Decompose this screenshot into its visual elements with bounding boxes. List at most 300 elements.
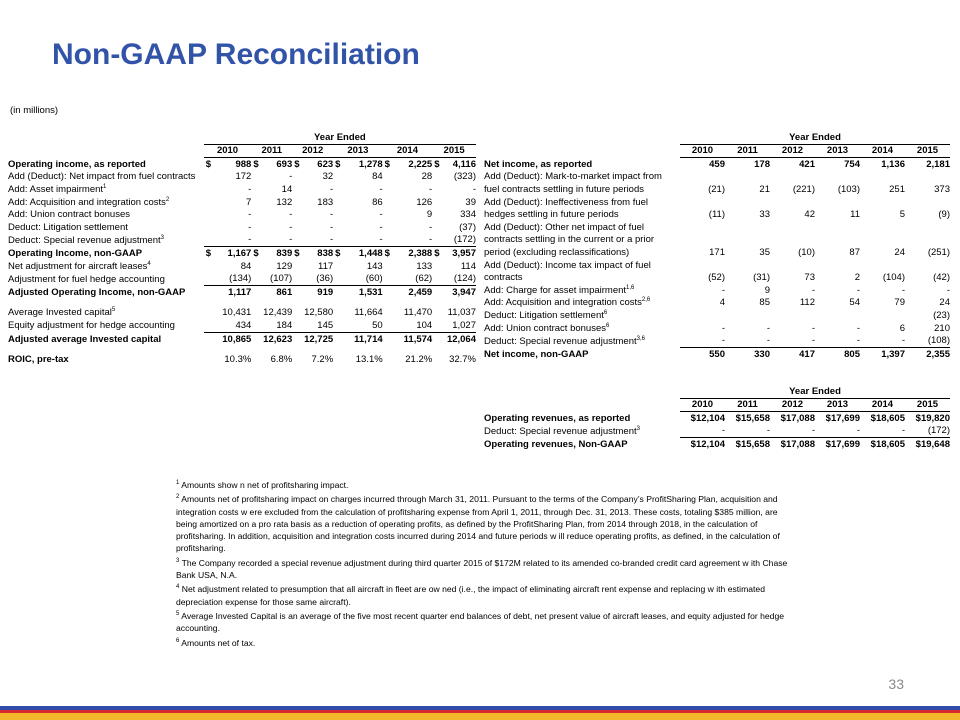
value-cell: - <box>860 425 905 438</box>
row-label-text: contracts settling in the current or a prior <box>484 234 655 246</box>
year-header: 2012 <box>770 398 815 412</box>
year-header: 2013 <box>333 144 383 158</box>
row-label-text: Add: Union contract bonuses <box>8 209 130 221</box>
currency-symbol <box>292 319 304 332</box>
currency-symbol <box>383 307 395 320</box>
value-cell: 434 <box>216 319 252 332</box>
table-row <box>8 158 476 171</box>
year-header: 2010 <box>680 398 725 412</box>
group-header-row <box>484 385 950 398</box>
value-cell <box>860 196 905 209</box>
group-header-row <box>8 131 476 144</box>
value-cell: - <box>856 322 860 334</box>
footnote <box>176 493 796 554</box>
currency-symbol <box>383 221 395 234</box>
value-cell: (11) <box>708 209 725 221</box>
table-row <box>8 183 476 196</box>
value-cell: (21) <box>708 183 725 195</box>
value-cell <box>815 259 860 272</box>
value-cell: 6 <box>899 322 905 334</box>
value-cell: - <box>345 234 383 247</box>
value-cell: 12,064 <box>446 333 476 345</box>
row-label-text: Add: Asset impairment <box>8 183 104 195</box>
value-cell: (37) <box>459 221 476 233</box>
table-row <box>484 284 950 297</box>
currency-symbol <box>383 319 395 332</box>
value-cell: 754 <box>844 158 860 170</box>
row-label-text: Add: Charge for asset impairment <box>484 284 627 296</box>
row-label <box>8 247 204 260</box>
row-label <box>484 272 680 285</box>
currency-symbol <box>292 354 304 367</box>
row-label-text: Adjustment for fuel hedge accounting <box>8 273 165 285</box>
row-label-text: Operating Income, non-GAAP <box>8 247 143 259</box>
footnote-ref: 3,6 <box>636 335 645 342</box>
currency-symbol <box>251 260 263 273</box>
year-ended-header: Year Ended <box>680 131 950 144</box>
value-cell: - <box>379 209 383 221</box>
value-cell: 421 <box>799 158 815 170</box>
value-cell: 919 <box>317 286 334 298</box>
year-header: 2014 <box>860 144 905 158</box>
currency-symbol <box>333 183 345 196</box>
currency-symbol <box>251 221 263 234</box>
value-cell: - <box>248 209 252 221</box>
value-cell: 2,355 <box>926 348 950 360</box>
year-header: 2010 <box>680 144 725 158</box>
year-header: 2011 <box>251 144 292 158</box>
footnote-text: Amounts net of tax. <box>181 637 256 648</box>
value-cell: $17,699 <box>825 438 860 450</box>
currency-symbol: $ <box>335 158 341 170</box>
value-cell: 87 <box>849 246 860 258</box>
table-row <box>484 335 950 348</box>
currency-symbol <box>204 221 216 234</box>
value-cell <box>905 196 950 209</box>
row-label <box>484 209 680 222</box>
currency-symbol <box>292 273 304 286</box>
value-cell: - <box>289 171 293 183</box>
value-cell: 1,397 <box>881 348 905 360</box>
currency-symbol <box>292 183 304 196</box>
currency-symbol <box>251 354 263 367</box>
value-cell <box>680 234 725 247</box>
currency-symbol <box>292 221 304 234</box>
currency-symbol: $ <box>384 247 390 259</box>
currency-symbol <box>251 183 263 196</box>
value-cell: - <box>856 284 860 296</box>
currency-symbol <box>251 307 263 320</box>
footnote-ref: 2,6 <box>641 297 651 304</box>
value-cell: - <box>946 284 950 296</box>
value-cell <box>725 171 770 184</box>
currency-symbol <box>383 183 395 196</box>
value-cell <box>770 221 815 234</box>
currency-symbol <box>251 286 263 299</box>
currency-symbol <box>292 286 304 299</box>
value-cell <box>905 171 950 184</box>
value-cell: 805 <box>844 348 860 360</box>
value-cell: 4 <box>719 297 725 309</box>
value-cell: 73 <box>804 272 815 284</box>
value-cell: 86 <box>372 196 383 208</box>
footnote-text: The Company recorded a special revenue adjustment during third quarter 2015 of $172M related to its amended co-branded credit card agreement w ith Chase Bank USA, N.A. <box>176 557 788 581</box>
row-label <box>484 234 680 247</box>
currency-symbol <box>251 332 263 345</box>
footnote-text: Amounts show n net of profitsharing impact. <box>181 480 349 490</box>
value-cell: 143 <box>366 260 383 272</box>
row-label <box>484 246 680 259</box>
row-label <box>484 259 680 272</box>
footnote <box>176 610 796 635</box>
spacer-row <box>8 299 476 307</box>
currency-symbol <box>383 171 395 184</box>
value-cell: (323) <box>453 171 476 183</box>
page-number: 33 <box>888 676 904 692</box>
value-cell: - <box>901 284 905 296</box>
value-cell: 9 <box>426 209 433 221</box>
value-cell: (221) <box>792 183 815 195</box>
value-cell: (23) <box>933 309 950 321</box>
operating-income-table <box>8 131 476 366</box>
footnote <box>176 583 796 608</box>
currency-symbol: $ <box>294 158 300 170</box>
footnote-ref: 1 <box>103 183 107 190</box>
currency-symbol <box>204 196 216 209</box>
footnote-ref: 1,6 <box>626 284 635 291</box>
currency-symbol: $ <box>434 158 440 170</box>
footnote-number: 5 <box>176 610 180 617</box>
currency-symbol <box>251 209 263 222</box>
spacer-row <box>8 346 476 354</box>
value-cell: 126 <box>416 196 433 208</box>
currency-symbol <box>333 234 345 247</box>
year-ended-header: Year Ended <box>204 131 476 144</box>
table-row <box>8 273 476 286</box>
value-cell: 11,714 <box>354 333 383 345</box>
value-cell: 861 <box>276 286 293 298</box>
year-header: 2011 <box>725 144 770 158</box>
value-cell: 623 <box>317 158 334 170</box>
currency-symbol <box>383 209 395 222</box>
row-label <box>484 196 680 209</box>
value-cell: $19,648 <box>915 438 950 450</box>
value-cell <box>725 221 770 234</box>
footnote-number: 2 <box>176 494 180 501</box>
currency-symbol <box>383 286 395 299</box>
currency-symbol <box>204 332 216 345</box>
value-cell: 13.1% <box>355 354 383 366</box>
row-label <box>8 234 204 247</box>
currency-symbol: $ <box>253 247 259 259</box>
row-label-text: Deduct: Special revenue adjustment <box>8 234 161 246</box>
row-label-text: Net adjustment for aircraft leases <box>8 260 148 272</box>
value-cell: (42) <box>933 272 950 284</box>
footnote-text: Net adjustment related to presumption that all aircraft in fleet are ow ned (i.e., the impact of eliminating aircraft rent expense and replacing w ith estimated depreciation expense for those same aircraft). <box>176 584 765 607</box>
row-label <box>484 348 680 361</box>
value-cell <box>680 259 725 272</box>
footnotes <box>176 479 796 651</box>
value-cell: - <box>379 183 383 195</box>
row-label <box>484 335 680 348</box>
row-label-text: Add: Acquisition and integration costs <box>484 297 642 309</box>
currency-symbol <box>204 234 216 247</box>
value-cell <box>860 221 905 234</box>
page-title: Non-GAAP Reconciliation <box>52 38 420 71</box>
row-label <box>8 273 204 286</box>
row-label-text: Add (Deduct): Income tax impact of fuel <box>484 259 651 271</box>
row-label <box>8 319 204 332</box>
year-header: 2014 <box>860 398 905 412</box>
currency-symbol <box>432 273 444 286</box>
row-label-text: period (excluding reclassifications) <box>484 246 630 258</box>
footnote <box>176 557 796 582</box>
value-cell: 33 <box>759 209 770 221</box>
row-label <box>8 332 204 345</box>
table-row <box>484 183 950 196</box>
table-row <box>484 259 950 272</box>
currency-symbol <box>383 332 395 345</box>
year-header: 2011 <box>725 398 770 412</box>
value-cell <box>905 234 950 247</box>
row-label <box>484 171 680 184</box>
value-cell: $15,658 <box>735 438 770 450</box>
value-cell: - <box>379 221 383 233</box>
value-cell: (107) <box>263 273 292 286</box>
value-cell: 1,117 <box>228 286 252 298</box>
value-cell <box>725 259 770 272</box>
row-label-text: Add: Acquisition and integration costs <box>8 196 166 208</box>
currency-symbol <box>432 319 444 332</box>
footnote-ref: 4 <box>147 260 151 267</box>
value-cell: 251 <box>889 183 905 195</box>
operating-revenues-table <box>484 385 950 451</box>
table-row <box>8 319 476 332</box>
currency-symbol: $ <box>294 247 300 259</box>
row-label-text: Add (Deduct): Ineffectiveness from fuel <box>484 196 649 208</box>
currency-symbol <box>204 171 216 184</box>
value-cell: 12,439 <box>263 307 293 319</box>
value-cell: (108) <box>905 335 950 348</box>
currency-symbol <box>333 260 345 273</box>
footnote-ref: 3 <box>636 425 640 432</box>
value-cell: 11 <box>850 209 860 221</box>
currency-symbol <box>251 234 263 247</box>
currency-symbol <box>292 209 304 222</box>
value-cell: 84 <box>240 260 252 272</box>
value-cell: 114 <box>460 260 476 272</box>
value-cell: 10,431 <box>222 307 252 319</box>
value-cell: 50 <box>345 319 383 332</box>
table-row <box>8 234 476 247</box>
table-row <box>484 272 950 285</box>
value-cell: 7 <box>246 196 252 208</box>
value-cell: 2,225 <box>408 158 433 170</box>
currency-symbol: $ <box>434 247 440 259</box>
footnote-number: 6 <box>176 637 180 644</box>
value-cell: - <box>721 284 725 296</box>
currency-symbol <box>204 286 216 299</box>
year-header: 2012 <box>770 144 815 158</box>
footnote-ref: 5 <box>111 307 116 314</box>
footnote-ref: 6 <box>603 309 608 316</box>
currency-symbol <box>383 260 395 273</box>
value-cell: 550 <box>709 348 725 360</box>
footnote <box>176 637 796 649</box>
currency-symbol <box>432 234 444 247</box>
table-row <box>484 309 950 322</box>
value-cell: 10.3% <box>224 354 252 366</box>
row-label-text: Operating revenues, Non-GAAP <box>484 438 628 450</box>
table-row <box>484 209 950 222</box>
value-cell: - <box>429 221 433 233</box>
row-label-text: Deduct: Litigation settlement <box>484 309 604 321</box>
table-row <box>484 322 950 335</box>
currency-symbol <box>204 209 216 222</box>
value-cell: $18,605 <box>870 438 905 450</box>
value-cell: 693 <box>276 158 293 170</box>
currency-symbol <box>292 307 304 320</box>
value-cell: (103) <box>837 183 860 195</box>
row-label <box>484 284 680 297</box>
row-label-text: fuel contracts settling in future periods <box>484 183 645 195</box>
currency-symbol <box>204 354 216 367</box>
row-label <box>484 425 680 438</box>
value-cell: 3,957 <box>452 247 476 259</box>
row-label <box>484 158 680 171</box>
row-label-text: Adjusted Operating Income, non-GAAP <box>8 286 186 298</box>
footnote-number: 1 <box>176 480 180 486</box>
table-row <box>484 297 950 310</box>
value-cell <box>770 309 815 322</box>
value-cell: - <box>329 209 334 221</box>
currency-symbol <box>333 171 345 184</box>
row-label-text: Operating income, as reported <box>8 158 146 170</box>
value-cell <box>860 234 905 247</box>
value-cell: 11,470 <box>403 307 433 319</box>
value-cell: 145 <box>304 319 333 332</box>
row-label <box>8 158 204 171</box>
currency-symbol <box>292 196 304 209</box>
value-cell: $15,658 <box>735 412 770 424</box>
value-cell <box>725 234 770 247</box>
value-cell: $12,104 <box>690 412 725 424</box>
value-cell: 1,448 <box>358 247 383 259</box>
value-cell: 417 <box>799 348 815 360</box>
row-label-text: Add: Union contract bonuses <box>484 322 606 334</box>
value-cell: 1,531 <box>358 286 383 298</box>
table-row <box>484 348 950 361</box>
currency-symbol <box>333 221 345 234</box>
table-row <box>8 221 476 234</box>
currency-symbol: $ <box>384 158 390 170</box>
row-label-text: Deduct: Special revenue adjustment <box>484 335 637 347</box>
value-cell: (172) <box>444 234 476 247</box>
value-cell: - <box>811 322 815 334</box>
value-cell: 28 <box>421 171 433 183</box>
currency-symbol <box>204 273 216 286</box>
value-cell: (172) <box>905 425 950 438</box>
value-cell: $18,605 <box>870 412 905 424</box>
year-header: 2015 <box>905 398 950 412</box>
value-cell: $17,699 <box>825 412 860 424</box>
value-cell: 210 <box>934 322 950 334</box>
value-cell <box>770 259 815 272</box>
value-cell <box>725 309 770 322</box>
value-cell: 4,116 <box>452 158 476 170</box>
value-cell: - <box>680 425 725 438</box>
value-cell: 21 <box>759 183 770 195</box>
value-cell: - <box>725 425 770 438</box>
value-cell: - <box>248 183 252 195</box>
row-label-text: Operating revenues, as reported <box>484 412 631 424</box>
currency-symbol <box>432 209 444 222</box>
table-row <box>8 332 476 345</box>
footnote <box>176 479 796 491</box>
footnote-ref: 2 <box>165 196 170 203</box>
row-label-text: Average Invested capital <box>8 307 112 319</box>
value-cell: 14 <box>281 183 293 195</box>
row-label <box>484 412 680 425</box>
currency-symbol <box>333 196 345 209</box>
row-label <box>484 297 680 310</box>
value-cell <box>680 309 725 322</box>
value-cell: 334 <box>460 209 476 221</box>
value-cell: $17,088 <box>780 412 815 424</box>
currency-symbol <box>432 183 444 196</box>
value-cell: - <box>248 221 252 233</box>
row-label-text: ROIC, pre-tax <box>8 354 69 366</box>
value-cell: - <box>329 221 334 233</box>
value-cell: 183 <box>317 196 334 208</box>
currency-symbol <box>204 307 216 320</box>
table-row <box>8 196 476 209</box>
value-cell: 7.2% <box>311 354 334 366</box>
table-row <box>8 247 476 260</box>
year-header-row <box>484 144 950 158</box>
currency-symbol <box>333 332 345 345</box>
value-cell <box>815 171 860 184</box>
value-cell: 24 <box>894 246 905 258</box>
value-cell: 12,580 <box>304 307 334 319</box>
currency-symbol <box>432 354 444 367</box>
value-cell: 6.8% <box>270 354 293 366</box>
currency-symbol <box>383 354 395 367</box>
value-cell: - <box>770 425 815 438</box>
value-cell: 32.7% <box>449 354 476 366</box>
value-cell: 35 <box>759 246 770 258</box>
value-cell: - <box>329 183 334 195</box>
value-cell: - <box>815 425 860 438</box>
row-label-text: Adjusted average Invested capital <box>8 333 162 345</box>
table-row <box>484 196 950 209</box>
value-cell: 42 <box>804 209 815 221</box>
currency-symbol <box>432 332 444 345</box>
table-row <box>484 171 950 184</box>
currency-symbol <box>204 260 216 273</box>
row-label-text: Deduct: Special revenue adjustment <box>484 425 637 437</box>
value-cell: 1,136 <box>881 158 905 170</box>
year-header: 2012 <box>292 144 333 158</box>
value-cell: $17,088 <box>780 438 815 450</box>
footnote-text: Amounts net of profitsharing impact on charges incurred through March 31, 2011. Pursuant to the terms of the Company’s ProfitSharing Plan, acquisition and integration costs w ere excluded from the calculation of profitsharing expense from April 1, 2011, through Dec. 31, 2013. These costs, totaling $385 million, are being amortized on a pro rata basis as a reduction of operating profits, as defined by the ProfitSharing Plan, from 2014 through 2018, in the calculation of profitsharing. In addition, acquisition and integration costs incurred during 2014 and future periods w ill reduce operating profits, as defined, in the calculation of profitsharing. <box>176 494 780 554</box>
footnote-ref: 6 <box>606 322 610 329</box>
row-label <box>8 354 204 367</box>
row-label-text: Add (Deduct): Mark-to-market impact from <box>484 171 662 183</box>
year-header: 2015 <box>432 144 476 158</box>
currency-symbol: $ <box>253 158 259 170</box>
value-cell: 178 <box>754 158 770 170</box>
